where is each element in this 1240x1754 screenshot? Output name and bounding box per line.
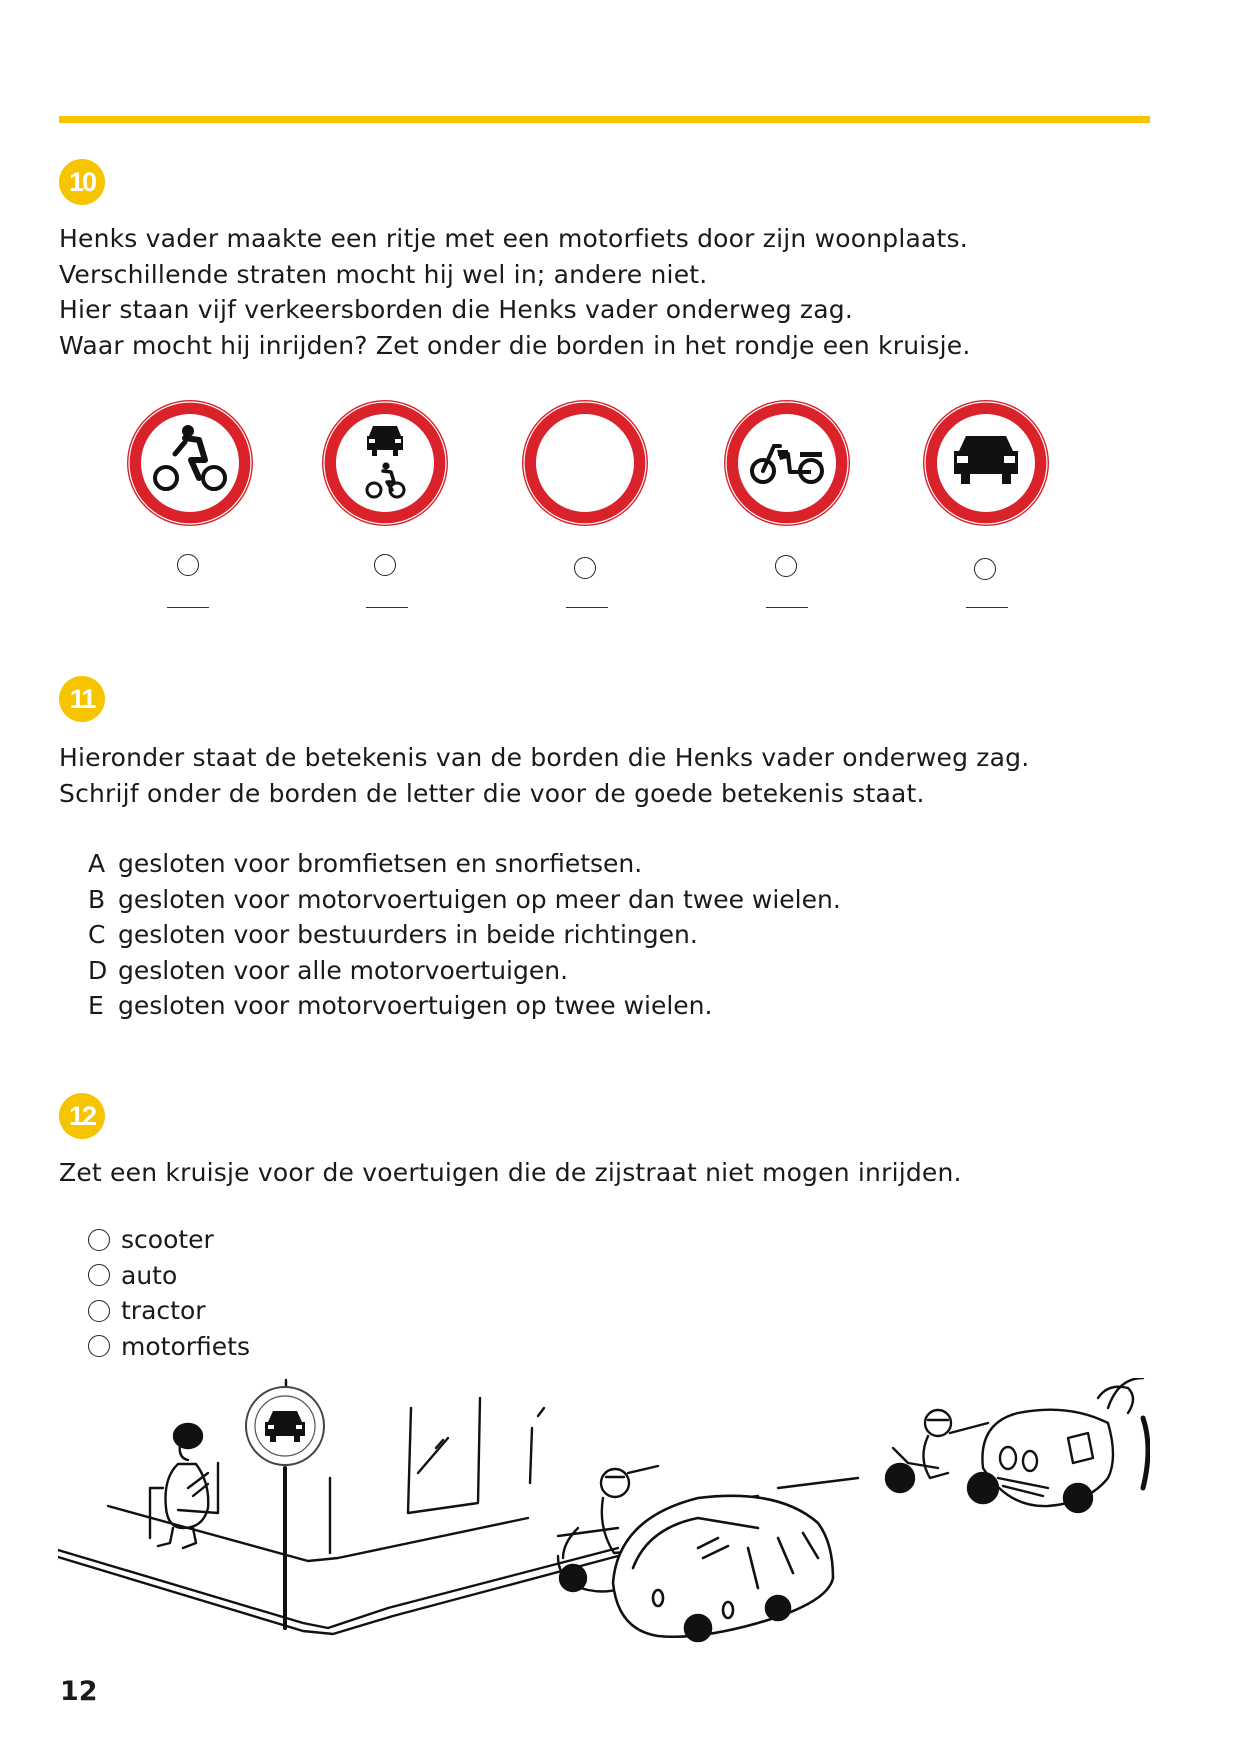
text-line: Hier staan vijf verkeersborden die Henks vader onderweg zag. (59, 295, 853, 324)
answer-line[interactable] (366, 607, 408, 608)
checklist-label: auto (121, 1260, 178, 1290)
option-letter: B (88, 884, 106, 914)
exercise-12-instruction (59, 1155, 962, 1191)
checklist-label: scooter (121, 1225, 214, 1254)
answer-circle[interactable] (574, 557, 596, 579)
meaning-option (88, 988, 841, 1024)
exercise-number-badge: 12 (59, 1093, 105, 1139)
answer-line[interactable] (566, 607, 608, 608)
exercise-number-badge: 11 (59, 676, 105, 722)
car-and-motorcycle-prohibited-sign-icon (320, 398, 450, 528)
checkbox-circle[interactable] (88, 1300, 110, 1322)
answer-circle[interactable] (177, 554, 199, 576)
answer-line[interactable] (966, 607, 1008, 608)
checkbox-circle[interactable] (88, 1335, 110, 1357)
meaning-options (88, 846, 841, 1024)
meaning-option (88, 846, 841, 882)
street-scene-illustration-icon (58, 1378, 1150, 1658)
checklist-label: motorfiets (121, 1331, 250, 1361)
text-line: Hieronder staat de betekenis van de borden die Henks vader onderweg zag. (59, 743, 1030, 772)
scene-sign (246, 1387, 324, 1465)
checkbox-circle[interactable] (88, 1229, 110, 1251)
checklist-item-motorfiets[interactable] (88, 1329, 250, 1365)
answer-line[interactable] (167, 607, 209, 608)
checklist-item-auto[interactable] (88, 1258, 250, 1294)
checklist-label: tractor (121, 1296, 206, 1325)
option-text: gesloten voor alle motorvoertuigen. (118, 955, 569, 985)
text-line: Zet een kruisje voor de voertuigen die de zijstraat niet mogen inrijden. (59, 1158, 962, 1187)
option-letter: A (88, 849, 106, 878)
option-text: gesloten voor bromfietsen en snorfietsen. (118, 849, 643, 878)
option-text: gesloten voor motorvoertuigen op twee wielen. (118, 991, 713, 1020)
answer-line[interactable] (766, 607, 808, 608)
answer-circle[interactable] (775, 555, 797, 577)
text-line: Waar mocht hij inrijden? Zet onder die borden in het rondje een kruisje. (59, 330, 971, 360)
page-number: 12 (60, 1676, 98, 1707)
meaning-option (88, 917, 841, 953)
option-letter: C (88, 920, 106, 949)
checklist-item-scooter[interactable] (88, 1222, 250, 1258)
exercise-10-text (59, 221, 971, 363)
option-letter: D (88, 955, 108, 985)
option-letter: E (88, 991, 104, 1020)
exercise-number-badge: 10 (59, 159, 105, 205)
motorcycle-prohibited-sign-icon (125, 398, 255, 528)
meaning-option (88, 882, 841, 918)
text-line: Verschillende straten mocht hij wel in; andere niet. (59, 259, 708, 289)
text-line: Henks vader maakte een ritje met een motorfiets door zijn woonplaats. (59, 224, 968, 253)
checkbox-circle[interactable] (88, 1264, 110, 1286)
car-prohibited-sign-icon (921, 398, 1051, 528)
vehicle-checklist (88, 1222, 250, 1364)
meaning-option (88, 953, 841, 989)
closed-both-directions-sign-icon (520, 398, 650, 528)
checklist-item-tractor[interactable] (88, 1293, 250, 1329)
option-text: gesloten voor bestuurders in beide richtingen. (118, 920, 698, 949)
option-text: gesloten voor motorvoertuigen op meer dan twee wielen. (118, 884, 841, 914)
answer-circle[interactable] (974, 558, 996, 580)
moped-prohibited-sign-icon (722, 398, 852, 528)
exercise-11-text (59, 740, 1029, 811)
answer-circle[interactable] (374, 554, 396, 576)
header-rule (59, 116, 1150, 123)
text-line: Schrijf onder de borden de letter die voor de goede betekenis staat. (59, 778, 925, 808)
